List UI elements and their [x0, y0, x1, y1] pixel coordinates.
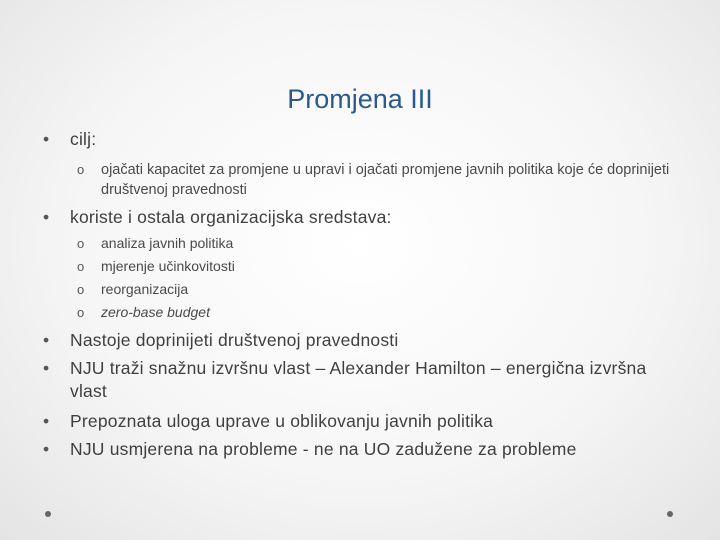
- corner-dot-left: [45, 511, 51, 517]
- sub-bullet-marker: o: [77, 282, 85, 297]
- bullet-text: NJU usmjerena na probleme - ne na UO zadužene za probleme: [70, 439, 577, 459]
- bullet-marker: •: [43, 129, 50, 149]
- bullet-item: [43, 410, 494, 433]
- bullet-text: NJU traži snažnu izvršnu vlast – Alexander Hamilton – energična izvršna vlast: [70, 358, 647, 401]
- sub-bullet-text: reorganizacija: [101, 281, 189, 297]
- bullet-text: Nastoje doprinijeti društvenoj pravednosti: [70, 330, 399, 350]
- bullet-item: [43, 128, 97, 151]
- sub-bullet-text: analiza javnih politika: [101, 235, 234, 251]
- bullet-text: cilj:: [70, 129, 97, 149]
- corner-dot-right: [667, 511, 673, 517]
- bullet-marker: •: [43, 411, 50, 431]
- bullet-item: [43, 438, 577, 461]
- bullet-item: [43, 357, 670, 403]
- bullet-marker: •: [43, 207, 50, 227]
- sub-bullet-marker: o: [77, 162, 85, 177]
- bullet-item: [43, 329, 399, 352]
- bullet-text: koriste i ostala organizacijska sredstava:: [70, 207, 392, 227]
- sub-bullet-item: [77, 160, 681, 200]
- bullet-marker: •: [43, 330, 50, 350]
- sub-bullet-item: [77, 301, 210, 324]
- sub-bullet-item: [77, 278, 189, 301]
- sub-bullet-item: [77, 255, 235, 278]
- bullet-marker: •: [43, 358, 50, 378]
- sub-bullet-text: mjerenje učinkovitosti: [101, 258, 235, 274]
- bullet-item: [43, 206, 392, 229]
- bullet-text: Prepoznata uloga uprave u oblikovanju javnih politika: [70, 411, 494, 431]
- slide-title: Promjena III: [287, 84, 433, 114]
- sub-bullet-item: [77, 232, 234, 255]
- sub-bullet-text: ojačati kapacitet za promjene u upravi i ojačati promjene javnih politika koje će doprinijeti društvenoj pravednosti: [101, 162, 670, 198]
- sub-bullet-text: zero-base budget: [101, 304, 210, 320]
- bullet-marker: •: [43, 439, 50, 459]
- sub-bullet-marker: o: [77, 259, 85, 274]
- sub-bullet-marker: o: [77, 305, 85, 320]
- sub-bullet-marker: o: [77, 236, 85, 251]
